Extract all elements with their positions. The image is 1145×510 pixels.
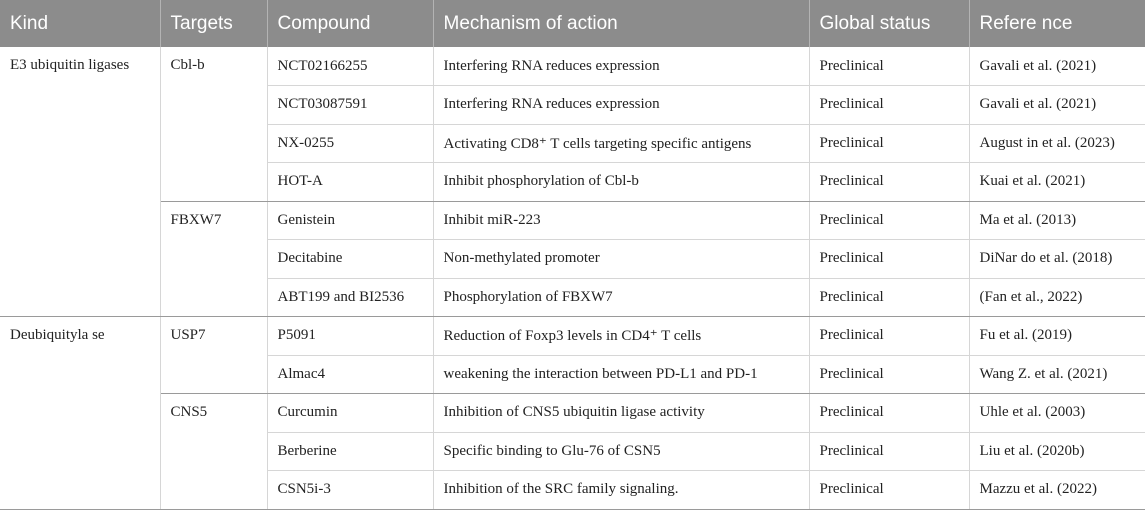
target-cell: CNS5 — [160, 394, 267, 510]
status-cell: Preclinical — [809, 124, 969, 163]
compound-cell: NX-0255 — [267, 124, 433, 163]
mechanism-cell: Inhibit miR-223 — [433, 201, 809, 240]
header-global-status: Global status — [809, 0, 969, 47]
status-cell: Preclinical — [809, 278, 969, 317]
table-row — [0, 317, 1145, 356]
mechanism-cell: weakening the interaction between PD-L1 and PD-1 — [433, 355, 809, 394]
reference-cell: Uhle et al. (2003) — [969, 394, 1145, 433]
table-row — [0, 394, 1145, 433]
reference-cell: (Fan et al., 2022) — [969, 278, 1145, 317]
mechanism-cell: Specific binding to Glu-76 of CSN5 — [433, 432, 809, 471]
header-compound: Compound — [267, 0, 433, 47]
reference-cell: Fu et al. (2019) — [969, 317, 1145, 356]
status-cell: Preclinical — [809, 317, 969, 356]
target-cell: USP7 — [160, 317, 267, 394]
reference-cell: August in et al. (2023) — [969, 124, 1145, 163]
compound-cell: P5091 — [267, 317, 433, 356]
status-cell: Preclinical — [809, 201, 969, 240]
status-cell: Preclinical — [809, 47, 969, 86]
header-mechanism: Mechanism of action — [433, 0, 809, 47]
compound-cell: NCT02166255 — [267, 47, 433, 86]
compound-cell: Curcumin — [267, 394, 433, 433]
reference-cell: Gavali et al. (2021) — [969, 47, 1145, 86]
mechanism-cell: Inhibition of the SRC family signaling. — [433, 471, 809, 510]
mechanism-cell: Non-methylated promoter — [433, 240, 809, 279]
kind-cell: Deubiquityla se — [0, 317, 160, 510]
status-cell: Preclinical — [809, 240, 969, 279]
reference-cell: Liu et al. (2020b) — [969, 432, 1145, 471]
reference-cell: Ma et al. (2013) — [969, 201, 1145, 240]
compound-cell: Berberine — [267, 432, 433, 471]
mechanism-cell: Phosphorylation of FBXW7 — [433, 278, 809, 317]
compound-cell: ABT199 and BI2536 — [267, 278, 433, 317]
header-reference: Refere nce — [969, 0, 1145, 47]
mechanism-cell: Interfering RNA reduces expression — [433, 86, 809, 125]
table-body — [0, 47, 1145, 509]
status-cell: Preclinical — [809, 86, 969, 125]
header-targets: Targets — [160, 0, 267, 47]
reference-cell: DiNar do et al. (2018) — [969, 240, 1145, 279]
compound-cell: CSN5i-3 — [267, 471, 433, 510]
status-cell: Preclinical — [809, 471, 969, 510]
compound-cell: Decitabine — [267, 240, 433, 279]
status-cell: Preclinical — [809, 355, 969, 394]
table-row — [0, 201, 1145, 240]
target-cell: FBXW7 — [160, 201, 267, 317]
mechanism-cell: Interfering RNA reduces expression — [433, 47, 809, 86]
kind-cell: E3 ubiquitin ligases — [0, 47, 160, 317]
reference-cell: Wang Z. et al. (2021) — [969, 355, 1145, 394]
header-kind: Kind — [0, 0, 160, 47]
reference-cell: Kuai et al. (2021) — [969, 163, 1145, 202]
compound-cell: HOT-A — [267, 163, 433, 202]
target-cell: Cbl-b — [160, 47, 267, 201]
mechanism-cell: Inhibit phosphorylation of Cbl-b — [433, 163, 809, 202]
status-cell: Preclinical — [809, 394, 969, 433]
compound-cell: NCT03087591 — [267, 86, 433, 125]
compound-cell: Genistein — [267, 201, 433, 240]
table-row — [0, 47, 1145, 86]
reference-cell: Gavali et al. (2021) — [969, 86, 1145, 125]
header-row — [0, 0, 1145, 47]
reference-cell: Mazzu et al. (2022) — [969, 471, 1145, 510]
mechanism-cell: Activating CD8⁺ T cells targeting specific antigens — [433, 124, 809, 163]
mechanism-cell: Inhibition of CNS5 ubiquitin ligase activity — [433, 394, 809, 433]
status-cell: Preclinical — [809, 432, 969, 471]
compound-cell: Almac4 — [267, 355, 433, 394]
status-cell: Preclinical — [809, 163, 969, 202]
mechanism-cell: Reduction of Foxp3 levels in CD4⁺ T cells — [433, 317, 809, 356]
